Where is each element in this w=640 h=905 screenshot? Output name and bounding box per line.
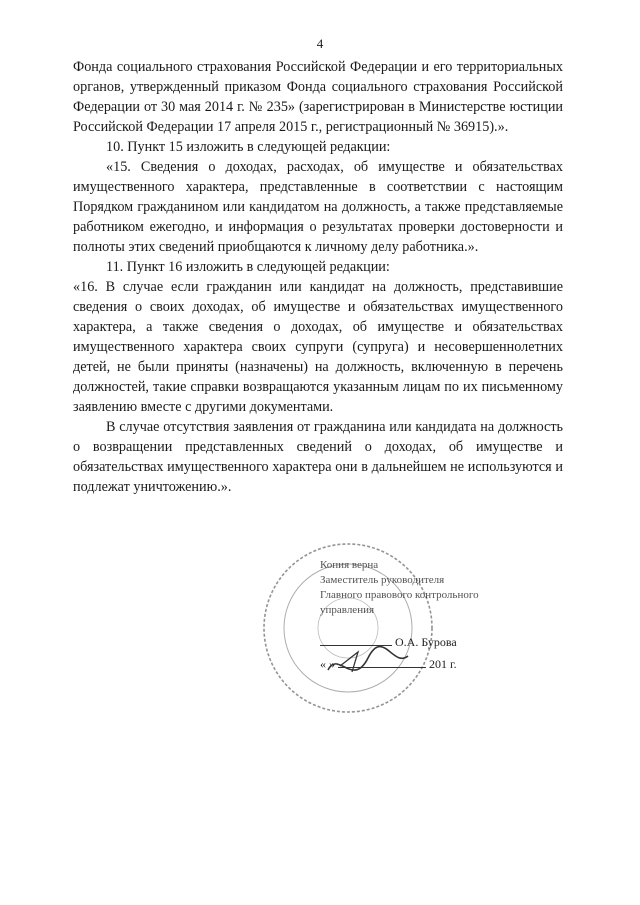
paragraph-item-11: 11. Пункт 16 изложить в следующей редакции:: [106, 259, 390, 275]
paragraph-no-application: В случае отсутствия заявления от гражданина или кандидата на должность о возвращении представленных сведений о доходах, об имуществе и обязательствах имущественного характера они в дальнейшем не используются и подлежат уничтожению.».: [73, 419, 563, 495]
stamp-certified-label: Копия верна: [320, 559, 379, 571]
signatory-name: О.А. Бурова: [395, 635, 457, 649]
paragraph-item-15-text: «15. Сведения о доходах, расходах, об имуществе и обязательствах имущественного характера, представленные в соответствии с настоящим Порядком гражданином или кандидатом на должность, а также представляемые работником ежегодно, и информация о результатах проверки достоверности и полноты этих сведений приобщаются к личному делу работника.».: [73, 159, 563, 255]
paragraph-continuation: Фонда социального страхования Российской Федерации и его территориальных органов, утвержденный приказом Фонда социального страхования Российской Федерации от 30 мая 2014 г. № 235» (зарегистрирован в Министерстве юстиции Российской Федерации 17 апреля 2015 г., регистрационный № 36915).».: [73, 59, 563, 135]
stamp-text-block: [320, 558, 510, 618]
certification-stamp: [258, 538, 508, 720]
paragraph-item-16-text: «16. В случае если гражданин или кандидат на должность, представившие сведения о своих доходах, об имуществе и обязательствах имущественного характера, а также сведения о доходах, об имуществе и обязательствах имущественного характера своих супруги (супруга) и несовершеннолетних детей, не были приняты (назначены) на должность, включенную в перечень должностей, такие справки возвращаются указанным лицам по их письменному заявлению вместе с другими документами.: [73, 279, 563, 415]
paragraph-item-10: 10. Пункт 15 изложить в следующей редакции:: [106, 139, 391, 155]
stamp-date-row: [320, 657, 510, 672]
document-body: [73, 57, 563, 497]
stamp-department-line: Главного правового контрольного: [320, 589, 479, 601]
stamp-signature-row: [320, 635, 510, 650]
stamp-date-year: 201 г.: [429, 657, 457, 671]
stamp-date-day: « »: [320, 657, 335, 671]
stamp-department-line-2: управления: [320, 604, 375, 616]
stamp-position-line: Заместитель руководителя: [320, 574, 445, 586]
page-number: 4: [316, 36, 324, 51]
